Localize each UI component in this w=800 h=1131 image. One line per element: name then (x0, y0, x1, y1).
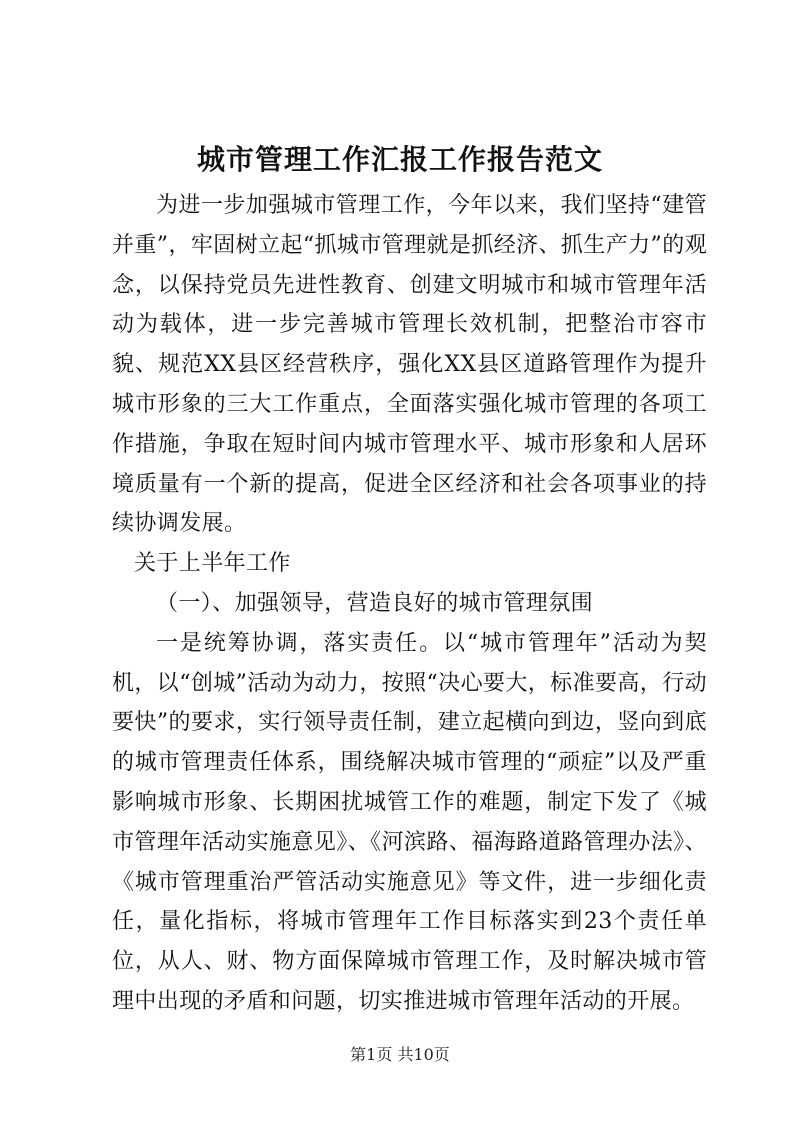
subsection-heading: （一）、加强领导，营造良好的城市管理氛围 (156, 590, 594, 616)
body-paragraph: 一是统筹协调，落实责任。以“城市管理年”活动为契机，以“创城”活动为动力，按照“决心要大，标准要高，行动要快”的要求，实行领导责任制，建立起横向到边，竖向到底的城市管理责任体系，围绕解决城市管理的“顽症”以及严重影响城市形象、长期困扰城管工作的难题，制定下发了《城市管理年活动实施意见》、《河滨路、福海路道路管理办法》、《城市管理重治严管活动实施意见》等文件，进一步细化责任，量化指标，将城市管理年工作目标落实到23个责任单位，从人、财、物方面保障城市管理工作，及时解决城市管理中出现的矛盾和问题，切实推进城市管理年活动的开展。 (112, 630, 707, 1014)
document-title: 城市管理工作汇报工作报告范文 (196, 143, 603, 176)
page-number-footer: 第1页 共10页 (350, 1045, 450, 1064)
intro-paragraph: 为进一步加强城市管理工作，今年以来，我们坚持“建管并重”，牢固树立起“抓城市管理就是抓经济、抓生产力”的观念，以保持党员先进性教育、创建文明城市和城市管理年活动为载体，进一步完善城市管理长效机制，把整治市容市貌、规范XX县区经营秩序，强化XX县区道路管理作为提升城市形象的三大工作重点，全面落实强化城市管理的各项工作措施，争取在短时间内城市管理水平、城市形象和人居环境质量有一个新的提高，促进全区经济和社会各项事业的持续协调发展。 (112, 193, 707, 537)
section-heading: 关于上半年工作 (134, 551, 291, 577)
document-body (112, 186, 707, 1022)
